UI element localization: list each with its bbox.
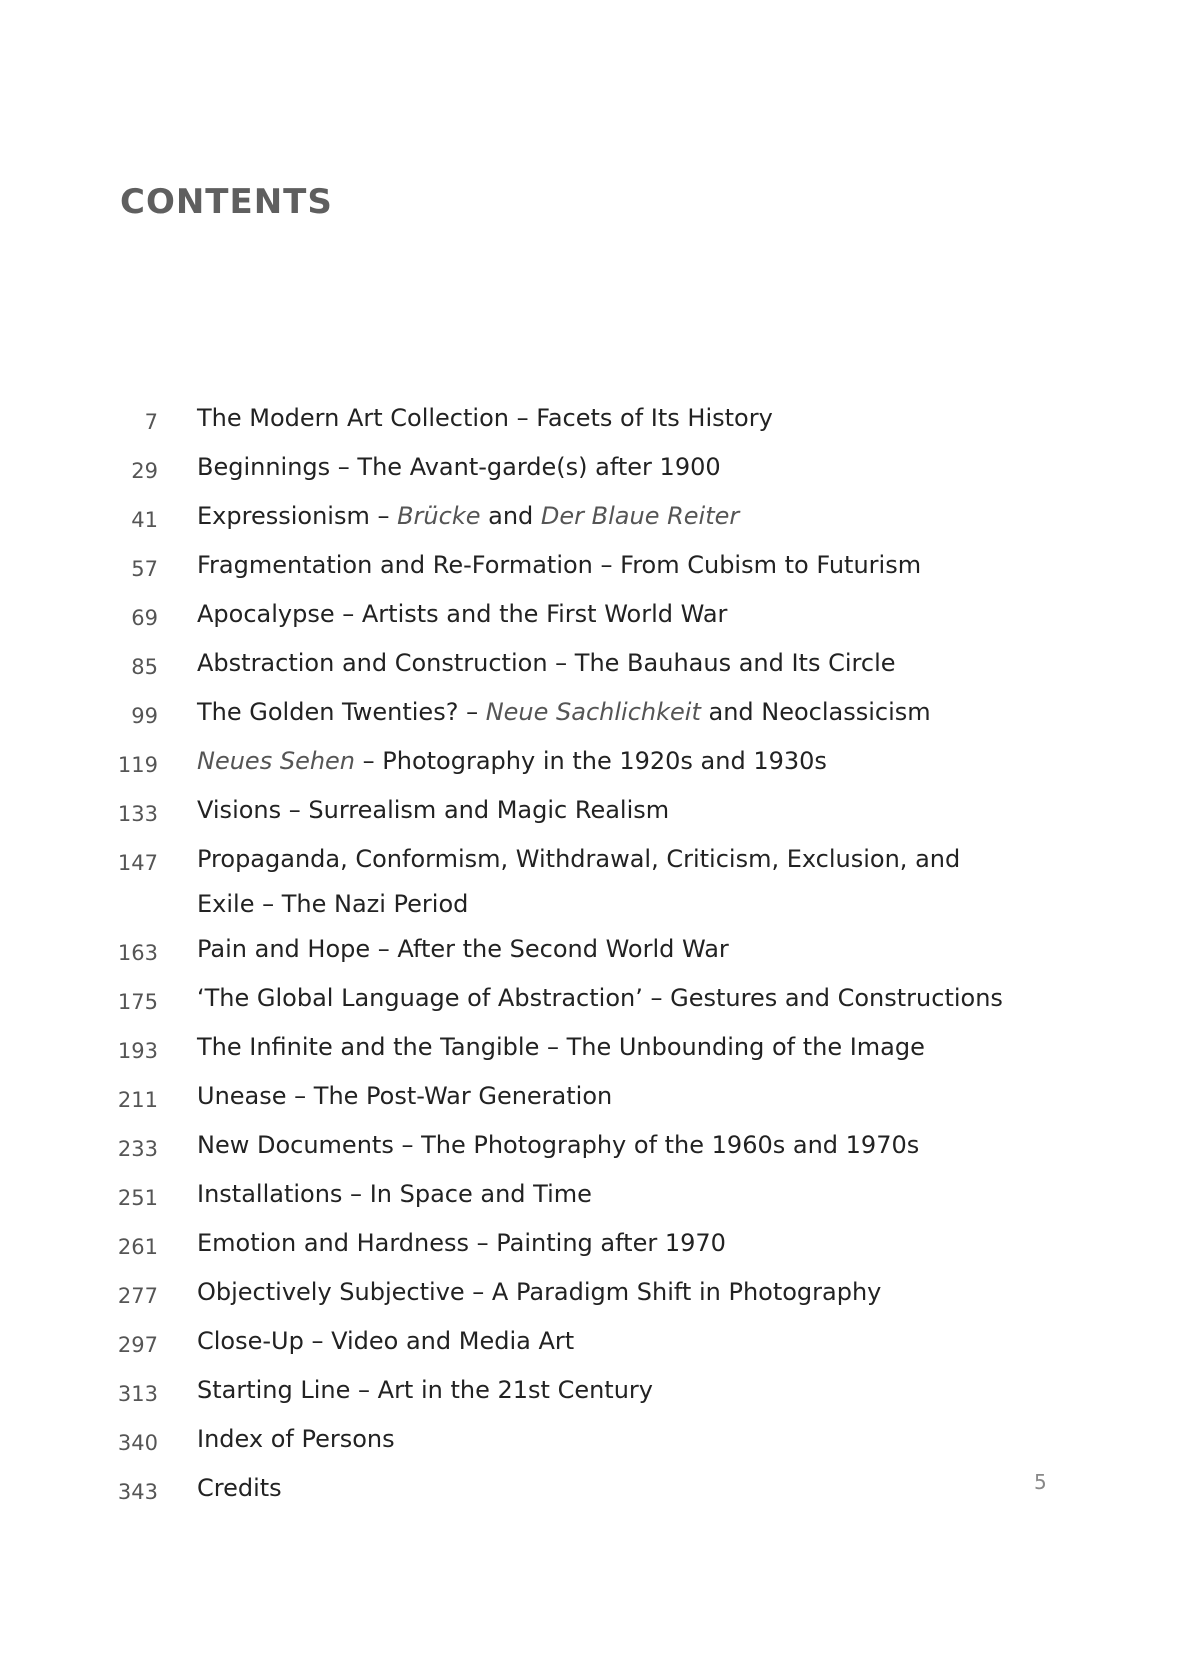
- table-of-contents: [112, 396, 1012, 1515]
- toc-page-number: 57: [131, 557, 158, 581]
- toc-page-number: 251: [117, 1186, 158, 1210]
- toc-entry-title: [197, 1123, 1012, 1168]
- toc-page-number: 233: [117, 1137, 158, 1161]
- toc-title-segment: The Infinite and the Tangible – The Unbounding of the Image: [197, 1033, 925, 1061]
- toc-page-number: 69: [131, 606, 158, 630]
- toc-entry: [112, 592, 1012, 641]
- toc-entry: [112, 641, 1012, 690]
- toc-entry: [112, 494, 1012, 543]
- toc-page-number: 29: [131, 459, 158, 483]
- page-title: CONTENTS: [120, 182, 333, 222]
- toc-entry-title: [197, 641, 1012, 686]
- toc-title-italic-segment: Der Blaue Reiter: [540, 502, 740, 530]
- toc-entry-title: [197, 494, 1012, 539]
- toc-title-segment: Pain and Hope – After the Second World War: [197, 935, 729, 963]
- toc-entry-title: [197, 1025, 1012, 1070]
- toc-entry-title: [197, 837, 1012, 927]
- toc-title-italic-segment: Neues Sehen: [197, 747, 356, 775]
- toc-page-number: 85: [131, 655, 158, 679]
- toc-page-number: 41: [131, 508, 158, 532]
- toc-title-segment: Starting Line – Art in the 21st Century: [197, 1376, 653, 1404]
- toc-entry-title: [197, 1074, 1012, 1119]
- toc-entry: [112, 1270, 1012, 1319]
- toc-page-number: 147: [117, 851, 158, 875]
- toc-entry-title: [197, 1319, 1012, 1364]
- toc-entry: [112, 690, 1012, 739]
- toc-entry: [112, 1172, 1012, 1221]
- toc-entry-title: [197, 1368, 1012, 1413]
- toc-entry: [112, 1074, 1012, 1123]
- toc-entry-title: [197, 788, 1012, 833]
- toc-entry: [112, 739, 1012, 788]
- toc-entry-title: [197, 592, 1012, 637]
- toc-title-segment: Index of Persons: [197, 1425, 395, 1453]
- toc-entry-title: [197, 1417, 1012, 1462]
- toc-page-number: 133: [117, 802, 158, 826]
- toc-entry-title: [197, 976, 1012, 1021]
- toc-entry-title: [197, 690, 1012, 735]
- toc-entry: [112, 1025, 1012, 1074]
- toc-entry-title: [197, 543, 1012, 588]
- toc-page-number: 313: [117, 1382, 158, 1406]
- toc-title-segment: Unease – The Post-War Generation: [197, 1082, 613, 1110]
- toc-entry: [112, 1466, 1012, 1515]
- toc-title-segment: The Golden Twenties? –: [197, 698, 486, 726]
- toc-title-segment: ‘The Global Language of Abstraction’ – Gestures and Constructions: [197, 984, 1003, 1012]
- toc-title-segment: and Neoclassicism: [700, 698, 931, 726]
- toc-title-segment: Fragmentation and Re-Formation – From Cubism to Futurism: [197, 551, 922, 579]
- toc-entry: [112, 788, 1012, 837]
- toc-entry-title: [197, 739, 1012, 784]
- toc-entry: [112, 1221, 1012, 1270]
- toc-page-number: 211: [117, 1088, 158, 1112]
- toc-entry-title: [197, 396, 1012, 441]
- toc-title-segment: Installations – In Space and Time: [197, 1180, 592, 1208]
- toc-page-number: 277: [117, 1284, 158, 1308]
- toc-entry-title: [197, 1221, 1012, 1266]
- toc-entry-title: [197, 445, 1012, 490]
- toc-entry: [112, 445, 1012, 494]
- toc-page-number: 297: [117, 1333, 158, 1357]
- toc-page-number: 163: [117, 941, 158, 965]
- page-number: 5: [1034, 1470, 1047, 1494]
- toc-title-segment: Credits: [197, 1474, 282, 1502]
- toc-title-italic-segment: Brücke: [397, 502, 481, 530]
- toc-page-number: 7: [144, 410, 158, 434]
- toc-title-segment: Propaganda, Conformism, Withdrawal, Criticism, Exclusion, and Exile – The Nazi Period: [197, 845, 961, 918]
- toc-entry-title: [197, 927, 1012, 972]
- toc-entry: [112, 1368, 1012, 1417]
- toc-page-number: 119: [117, 753, 158, 777]
- toc-entry: [112, 1123, 1012, 1172]
- toc-entry: [112, 543, 1012, 592]
- toc-page-number: 99: [131, 704, 158, 728]
- toc-page-number: 175: [117, 990, 158, 1014]
- toc-entry: [112, 927, 1012, 976]
- toc-title-segment: Abstraction and Construction – The Bauhaus and Its Circle: [197, 649, 896, 677]
- toc-title-segment: Expressionism –: [197, 502, 398, 530]
- toc-entry: [112, 396, 1012, 445]
- toc-title-segment: Visions – Surrealism and Magic Realism: [197, 796, 670, 824]
- toc-title-italic-segment: Neue Sachlichkeit: [485, 698, 701, 726]
- toc-entry: [112, 1319, 1012, 1368]
- toc-page-number: 343: [117, 1480, 158, 1504]
- toc-title-segment: Beginnings – The Avant-garde(s) after 1900: [197, 453, 721, 481]
- toc-entry-title: [197, 1466, 1012, 1511]
- toc-title-segment: New Documents – The Photography of the 1960s and 1970s: [197, 1131, 920, 1159]
- toc-title-segment: The Modern Art Collection – Facets of Its History: [197, 404, 773, 432]
- toc-entry: [112, 837, 1012, 927]
- toc-page-number: 340: [117, 1431, 158, 1455]
- toc-entry: [112, 1417, 1012, 1466]
- toc-title-segment: Emotion and Hardness – Painting after 1970: [197, 1229, 726, 1257]
- toc-entry-title: [197, 1172, 1012, 1217]
- toc-title-segment: Apocalypse – Artists and the First World War: [197, 600, 728, 628]
- toc-title-segment: – Photography in the 1920s and 1930s: [355, 747, 827, 775]
- toc-page-number: 261: [117, 1235, 158, 1259]
- toc-title-segment: and: [480, 502, 541, 530]
- toc-entry-title: [197, 1270, 1012, 1315]
- toc-page-number: 193: [117, 1039, 158, 1063]
- toc-entry: [112, 976, 1012, 1025]
- toc-title-segment: Close-Up – Video and Media Art: [197, 1327, 575, 1355]
- toc-title-segment: Objectively Subjective – A Paradigm Shift in Photography: [197, 1278, 882, 1306]
